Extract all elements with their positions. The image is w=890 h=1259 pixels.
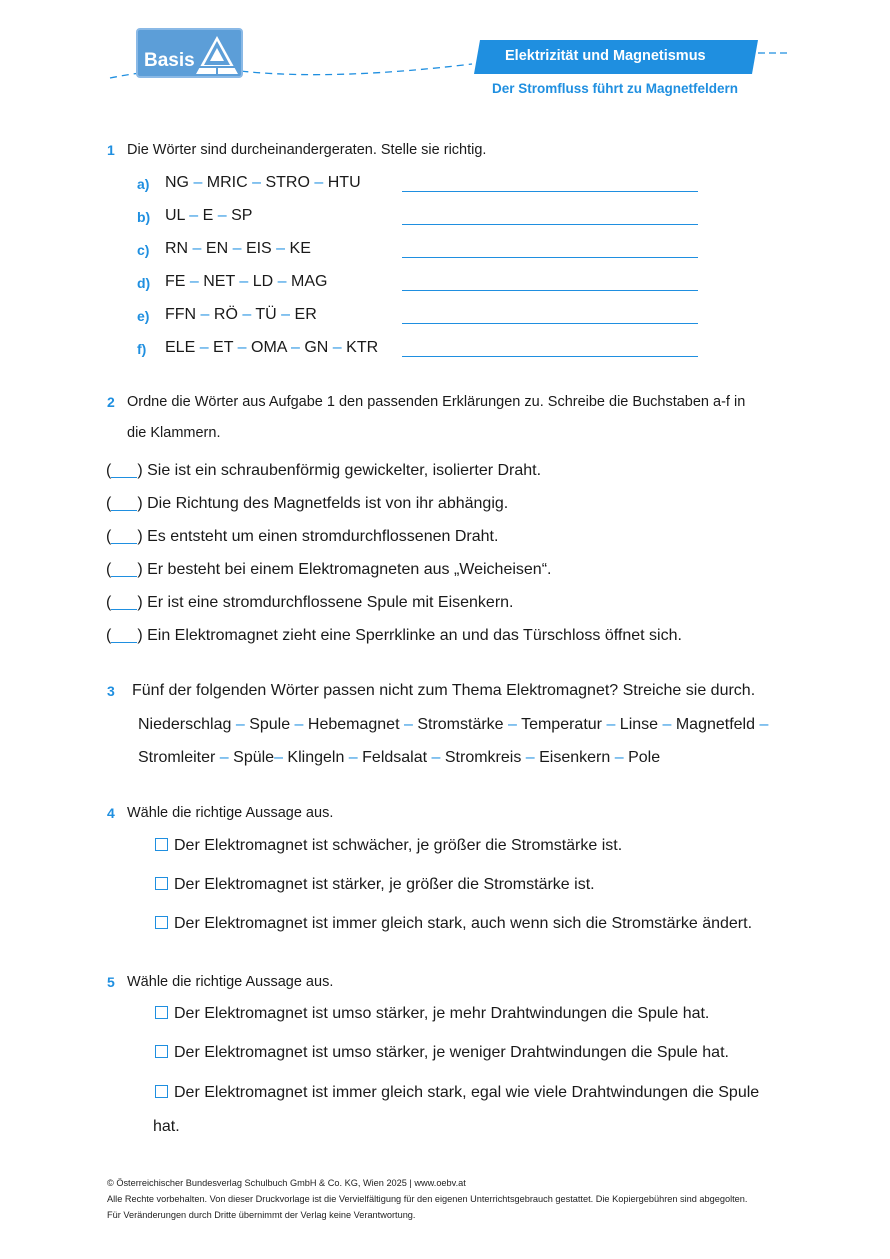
word-item[interactable]: Hebemagnet (307, 716, 400, 733)
scrambled-word (165, 339, 378, 357)
dash-separator: – (309, 174, 328, 191)
dash-separator: – (427, 749, 445, 766)
word-item[interactable]: Stromstärke (417, 716, 504, 733)
word-item[interactable]: Spüle (233, 749, 275, 766)
task-4-option-3[interactable]: Der Elektromagnet ist immer gleich stark, auch wenn sich die Stromstärke ändert. (155, 915, 752, 933)
word-part: LD (252, 273, 274, 290)
word-part: GN (304, 339, 329, 356)
item-label: d) (137, 275, 151, 291)
dash-separator: – (237, 306, 256, 323)
word-part: FFN (165, 306, 197, 323)
scrambled-word (165, 240, 311, 258)
word-item[interactable]: Spule (249, 716, 291, 733)
answer-blank[interactable] (111, 529, 137, 544)
dash-separator: – (610, 749, 629, 766)
dash-separator: – (290, 716, 308, 733)
footer-rights: Alle Rechte vorbehalten. Von dieser Druckvorlage ist die Vervielfältigung für den eigenen Unterrichtsgebrauch gestattet. Die Kopiergebühren sind abgegolten. (107, 1194, 748, 1204)
word-part: EN (205, 240, 229, 257)
word-part: MAG (291, 273, 328, 290)
word-part: HTU (327, 174, 361, 191)
task-2-instruction-cont: die Klammern. (127, 425, 221, 441)
word-item[interactable]: Klingeln (287, 749, 345, 766)
task-3-number: 3 (107, 683, 115, 699)
word-list-line-2 (138, 749, 660, 767)
answer-blank[interactable] (111, 562, 137, 577)
answer-blank[interactable] (111, 595, 137, 610)
answer-blank[interactable] (111, 463, 137, 478)
word-part: E (202, 207, 214, 224)
dash-separator: – (247, 174, 266, 191)
task-5-instruction: Wähle die richtige Aussage aus. (127, 974, 334, 990)
dash-separator: – (184, 207, 203, 224)
dash-separator: – (213, 207, 232, 224)
dash-separator: – (276, 306, 295, 323)
topic-banner: Elektrizität und Magnetismus (505, 48, 706, 64)
word-part: NET (203, 273, 235, 290)
footer-disclaimer: Für Veränderungen durch Dritte übernimmt der Verlag keine Verantwortung. (107, 1210, 416, 1220)
dash-separator: – (602, 716, 620, 733)
statement-1: ( ) Sie ist ein schraubenförmig gewickelter, isolierter Draht. (106, 462, 542, 479)
dash-separator: – (231, 716, 250, 733)
dash-separator: – (521, 749, 540, 766)
word-part: TÜ (255, 306, 277, 323)
scrambled-word (165, 207, 252, 225)
task-5-option-1[interactable]: Der Elektromagnet ist umso stärker, je mehr Drahtwindungen die Spule hat. (155, 1005, 709, 1023)
word-part: KE (289, 240, 311, 257)
basis-logo (136, 28, 243, 78)
item-label: a) (137, 176, 150, 192)
word-part: KTR (346, 339, 379, 356)
dash-separator: – (328, 339, 347, 356)
dash-separator: – (228, 240, 246, 257)
statement-4: ( ) Er besteht bei einem Elektromagneten aus „Weicheisen“. (106, 561, 552, 578)
task-1-instruction: Die Wörter sind durcheinandergeraten. Stelle sie richtig. (127, 142, 487, 158)
header-decoration (0, 0, 890, 110)
item-label: c) (137, 242, 150, 258)
word-part: ER (294, 306, 317, 323)
answer-line[interactable] (402, 323, 698, 324)
word-item[interactable]: Magnetfeld (675, 716, 756, 733)
footer-copyright: © Österreichischer Bundesverlag Schulbuch GmbH & Co. KG, Wien 2025 | www.oebv.at (107, 1178, 466, 1188)
statement-5: ( ) Er ist eine stromdurchflossene Spule mit Eisenkern. (106, 594, 514, 611)
dash-separator: – (271, 240, 290, 257)
dash-separator: – (658, 716, 676, 733)
checkbox-icon[interactable] (155, 877, 168, 890)
task-1-number: 1 (107, 142, 115, 158)
task-4-option-1[interactable]: Der Elektromagnet ist schwächer, je größer die Stromstärke ist. (155, 837, 622, 855)
item-label: b) (137, 209, 151, 225)
checkbox-icon[interactable] (155, 1085, 168, 1098)
item-label: e) (137, 308, 150, 324)
task-5-option-2[interactable]: Der Elektromagnet ist umso stärker, je weniger Drahtwindungen die Spule hat. (155, 1044, 729, 1062)
word-item[interactable]: Eisenkern (539, 749, 611, 766)
word-item[interactable]: Linse (619, 716, 659, 733)
word-item[interactable]: Pole (628, 749, 661, 766)
dash-separator: – (185, 273, 204, 290)
dash-separator: – (189, 174, 207, 191)
task-2-number: 2 (107, 394, 115, 410)
task-3-instruction: Fünf der folgenden Wörter passen nicht zum Thema Elektromagnet? Streiche sie durch. (132, 682, 756, 699)
word-item[interactable]: Temperatur (521, 716, 602, 733)
task-4-number: 4 (107, 805, 115, 821)
logo-text: Basis (144, 50, 195, 71)
answer-line[interactable] (402, 191, 698, 192)
dash-separator: – (215, 749, 234, 766)
answer-line[interactable] (402, 356, 698, 357)
word-part: NG (165, 174, 189, 191)
word-item[interactable]: Niederschlag (138, 716, 232, 733)
dash-separator: – (273, 273, 292, 290)
answer-line[interactable] (402, 257, 698, 258)
checkbox-icon[interactable] (155, 1006, 168, 1019)
word-part: SP (231, 207, 253, 224)
dash-separator: – (195, 339, 214, 356)
word-part: RÖ (213, 306, 238, 323)
word-item[interactable]: Stromkreis (444, 749, 522, 766)
dash-separator: – (286, 339, 305, 356)
answer-blank[interactable] (111, 628, 137, 643)
word-part: ET (213, 339, 234, 356)
word-item[interactable]: Stromleiter (138, 749, 216, 766)
word-part: FE (165, 273, 186, 290)
word-part: RN (165, 240, 189, 257)
item-label: f) (137, 341, 147, 357)
word-part: UL (165, 207, 185, 224)
dash-separator: – (233, 339, 251, 356)
answer-line[interactable] (402, 224, 698, 225)
scrambled-word (165, 174, 361, 192)
dash-separator: – (234, 273, 253, 290)
task-2-instruction: Ordne die Wörter aus Aufgabe 1 den passenden Erklärungen zu. Schreibe die Buchstaben a-f in (127, 394, 746, 410)
dash-separator: – (188, 240, 206, 257)
page-subtitle: Der Stromfluss führt zu Magnetfeldern (492, 81, 739, 96)
checkbox-icon[interactable] (155, 1045, 168, 1058)
task-4-instruction: Wähle die richtige Aussage aus. (127, 805, 334, 821)
dash-separator: – (755, 716, 769, 733)
word-part: EIS (245, 240, 272, 257)
answer-line[interactable] (402, 290, 698, 291)
task-4-option-2[interactable]: Der Elektromagnet ist stärker, je größer die Stromstärke ist. (155, 876, 595, 894)
dash-separator: – (274, 749, 288, 766)
answer-blank[interactable] (111, 496, 137, 511)
word-list-line-1 (138, 716, 768, 734)
checkbox-icon[interactable] (155, 916, 168, 929)
statement-3: ( ) Es entsteht um einen stromdurchflossenen Draht. (106, 528, 499, 545)
checkbox-icon[interactable] (155, 838, 168, 851)
task-5-option-3[interactable]: Der Elektromagnet ist immer gleich stark, egal wie viele Drahtwindungen die Spule (155, 1084, 759, 1102)
word-part: STRO (265, 174, 310, 191)
word-part: ELE (165, 339, 196, 356)
task-5-number: 5 (107, 974, 115, 990)
footer (107, 1175, 747, 1223)
dash-separator: – (344, 749, 363, 766)
word-part: OMA (251, 339, 287, 356)
statement-6: ( ) Ein Elektromagnet zieht eine Sperrklinke an und das Türschloss öffnet sich. (106, 627, 682, 644)
dash-separator: – (196, 306, 214, 323)
triangle-logo-icon (194, 32, 240, 76)
word-part: MRIC (206, 174, 248, 191)
task-5-option-3-cont: hat. (153, 1118, 180, 1135)
dash-separator: – (399, 716, 418, 733)
scrambled-word (165, 306, 317, 324)
statement-2: ( ) Die Richtung des Magnetfelds ist von ihr abhängig. (106, 495, 509, 512)
scrambled-word (165, 273, 327, 291)
dash-separator: – (503, 716, 522, 733)
word-item[interactable]: Feldsalat (362, 749, 428, 766)
